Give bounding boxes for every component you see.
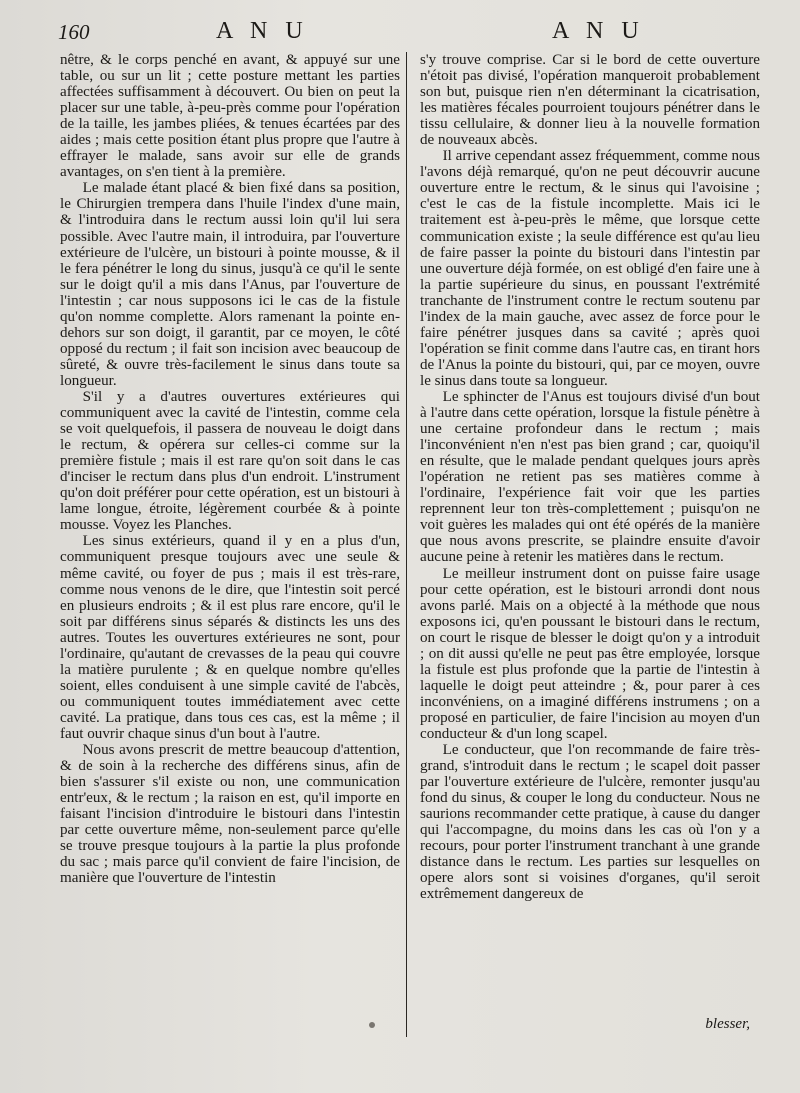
- paragraph: nêtre, & le corps penché en avant, & appuyé sur une table, ou sur un lit ; cette posture mettant les parties affectées suffisamment à découvert. Ou bien on peut la placer sur une table, à-peu-près comme pour l'opération de la taille, les jambes pliées, & tenues écartées par des aides ; mais cette position étant plus propre que l'autre à effrayer le malade, sans avoir sur elle de grands avantages, on s'en tient à la première.: [60, 52, 400, 181]
- column-divider: [406, 52, 407, 1037]
- paragraph: Nous avons prescrit de mettre beaucoup d'attention, & de soin à la recherche des différens sinus, afin de bien s'assurer s'il existe ou non, une communication entr'eux, & le rectum ; la raison en est, qu'il importe en faisant l'incision d'introduire le bistouri dans l'intestin par cette ouverture même, non-seulement parce qu'elle se trouve presque toujours à la partie la plus profonde du sac ; mais parce qu'il convient de faire l'incision, de manière que l'ouverture de l'intestin: [60, 742, 400, 887]
- paragraph: S'il y a d'autres ouvertures extérieures qui communiquent avec la cavité de l'intestin, comme cela se voit quelquefois, il passera de nouveau le doigt dans le rectum, & opérera sur celles-ci comme sur la première fistule ; mais il est rare qu'on soit dans le cas d'inciser le rectum dans plus d'un endroit. L'instrument qu'on doit préférer pour cette opération, est un bistouri à lame longue, étroite, légèrement courbée & à pointe mousse. Voyez les Planches.: [60, 388, 400, 534]
- page-number: 160: [58, 20, 90, 44]
- catchword: blesser,: [705, 1016, 750, 1032]
- right-column: [420, 52, 760, 902]
- paragraph: s'y trouve comprise. Car si le bord de cette ouverture n'étoit pas divisé, l'opération manqueroit probablement son but, puisque rien n'en déterminant la cicatrisation, les matières fécales pourroient toujours pénétrer dans le tissu cellulaire, & donner lieu à la nouvelle formation de nouveaux abcès.: [420, 52, 760, 149]
- running-head-right: A N U: [552, 18, 645, 44]
- paragraph: Il arrive cependant assez fréquemment, comme nous l'avons déjà remarqué, qu'on ne peut découvrir aucune ouverture entre le rectum, & le sinus qui l'avoisine ; c'est le cas de la fistule incomplette. Mais ici le traitement est à-peu-près le même, que lorsque cette communication existe ; la seule différence est qu'au lieu de faire passer la pointe du bistouri dans l'intestin par une ouverture déjà formée, on est obligé d'en faire une à la partie supérieure du sinus, en poussant l'extrémité tranchante de l'instrument contre le rectum soutenu par l'index de la main gauche, avec assez de force pour le faire pénétrer jusques dans sa cavité ; après quoi l'opération se finit comme dans l'autre cas, en tirant hors de l'Anus la pointe du bistouri, qui, par ce moyen, ouvre le sinus dans toute sa longueur.: [420, 148, 760, 389]
- left-column: [60, 52, 400, 886]
- paragraph: Le sphincter de l'Anus est toujours divisé d'un bout à l'autre dans cette opération, lorsque la fistule pénètre à une certaine profondeur dans le rectum ; mais l'inconvénient n'en n'est pas bien grand ; car, quoiqu'il en résulte, que le malade pendant quelques jours après l'opération ne retient pas ses matières comme à l'ordinaire, l'expérience fait voir que les parties reprennent leur ton très-complettement ; puisqu'on ne voit guères les malades qui ont été opérés de la manière que nous avons prescrite, se plaindre ensuite d'avoir aucune peine à retenir les matières dans le rectum.: [420, 388, 760, 566]
- ink-spot: [369, 1022, 375, 1028]
- paragraph: Le meilleur instrument dont on puisse faire usage pour cette opération, est le bistouri arrondi dont nous avons parlé. Mais on a objecté à la méthode que nous exposons ici, qu'en poussant le bistouri dans le rectum, on court le risque de blesser le doigt qu'on y a introduit ; on dit aussi qu'elle ne peut pas être employée, lorsque la fistule est plus profonde que la partie de l'intestin à laquelle le doigt peut atteindre ; &, pour parer à ces inconvéniens, on a imaginé différens instrumens ; on a proposé en particulier, de faire l'incision au moyen d'un conducteur & d'un long scapel.: [420, 565, 760, 742]
- running-head-left: A N U: [216, 18, 309, 44]
- paragraph: Les sinus extérieurs, quand il y en a plus d'un, communiquent presque toujours avec une seule & même cavité, ou foyer de pus ; mais il est très-rare, comme nous venons de le dire, que l'intestin soit percé en plusieurs endroits ; & il est plus rare encore, qu'il le soit par différens sinus séparés & distincts les uns des autres. Toutes les ouvertures extérieures ne sont, pour l'ordinaire, qu'autant de crevasses de la peau qui couvre la matière purulente ; & en quelque nombre qu'elles soient, elles conduisent à une simple cavité de l'abcès, ou communiquent toutes immédiatement avec cette cavité. La pratique, dans tous ces cas, est la même ; il faut ouvrir chaque sinus d'un bout à l'autre.: [60, 533, 400, 742]
- paragraph: Le malade étant placé & bien fixé dans sa position, le Chirurgien trempera dans l'huile l'index d'une main, & l'introduira dans le rectum aussi loin qu'il lui sera possible. Avec l'autre main, il introduira, par l'ouverture extérieure de l'ulcère, un bistouri à pointe mousse, & il le fera pénétrer le long du sinus, jusqu'à ce qu'il le sente sur le doigt qu'il a mis dans l'Anus, par l'ouverture de l'intestin ; car nous supposons ici le cas de la fistule qu'on nomme complette. Alors ramenant la pointe en-dehors sur son doigt, il garantit, par ce moyen, le côté opposé du rectum ; il fait son incision avec beaucoup de sûreté, & ouvre très-facilement le sinus dans toute sa longueur.: [60, 180, 400, 389]
- paragraph: Le conducteur, que l'on recommande de faire très-grand, s'introduit dans le rectum ; le scapel doit passer par l'ouverture extérieure de l'ulcère, remonter jusqu'au fond du sinus, & couper le long du conducteur. Nous ne saurions recommander cette pratique, à cause du danger qui l'accompagne, du moins dans les cas où l'on y a recours, pour porter l'instrument tranchant à une grande distance dans le rectum. Les parties sur lesquelles on opere alors sont si voisines d'organes, qu'il seroit extrêmement dangereux de: [420, 742, 760, 903]
